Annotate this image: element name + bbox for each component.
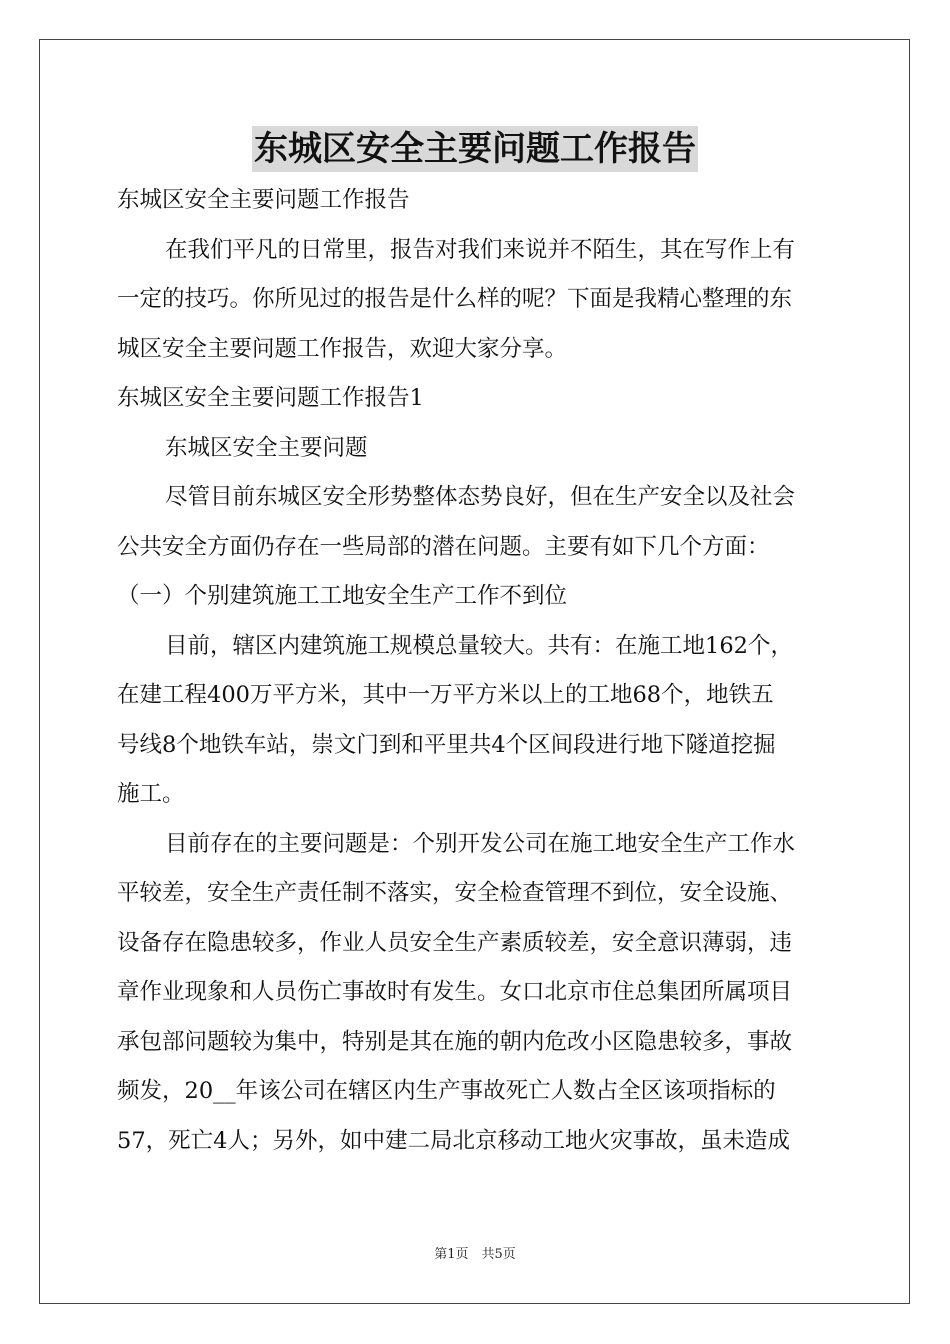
body-line: 平较差，安全生产责任制不落实，安全检查管理不到位，安全设施、 [117,880,793,906]
subsection-heading: 东城区安全主要问题 [165,434,368,461]
body-line: 在建工程400万平方米，其中一万平方米以上的工地68个，地铁五 [117,682,774,708]
title-container [0,126,950,172]
body-line: 目前，辖区内建筑施工规模总量较大。共有：在施工地162个， [165,632,793,659]
body-line: 设备存在隐患较多，作业人员安全生产素质较差，安全意识薄弱，违 [117,929,793,956]
section-heading: 东城区安全主要问题工作报告1 [117,385,424,411]
body-line: 57，死亡4人；另外，如中建二局北京移动工地火灾事故，虽未造成 [117,1127,790,1154]
body-line: 公共安全方面仍存在一些局部的潜在问题。主要有如下几个方面： [117,533,770,560]
item-heading: （一）个别建筑施工工地安全生产工作不到位 [117,583,568,609]
body-line: 在我们平凡的日常里，报告对我们来说并不陌生，其在写作上有 [165,236,796,263]
document-title: 东城区安全主要问题工作报告 [252,126,698,172]
body-line: 目前存在的主要问题是：个别开发公司在施工地安全生产工作水 [165,830,796,857]
body-line: 承包部问题较为集中，特别是其在施的朝内危改小区隐患较多，事故 [117,1028,793,1055]
body-line: 尽管目前东城区安全形势整体态势良好，但在生产安全以及社会 [165,484,796,510]
body-line: 一定的技巧。你所见过的报告是什么样的呢？下面是我精心整理的东 [117,286,793,312]
body-line: 章作业现象和人员伤亡事故时有发生。女口北京市住总集团所属项目 [117,979,793,1005]
document-body [117,176,833,1166]
body-line: 施工。 [117,781,185,807]
body-line: 城区安全主要问题工作报告，欢迎大家分享。 [117,335,568,362]
body-line: 号线8个地铁车站，崇文门到和平里共4个区间段进行地下隧道挖掘 [117,731,776,758]
page-footer: 第1页 共5页 [434,1247,516,1262]
body-line: 频发，20__年该公司在辖区内生产事故死亡人数占全区该项指标的 [117,1078,776,1104]
body-line-subtitle: 东城区安全主要问题工作报告 [117,187,410,213]
